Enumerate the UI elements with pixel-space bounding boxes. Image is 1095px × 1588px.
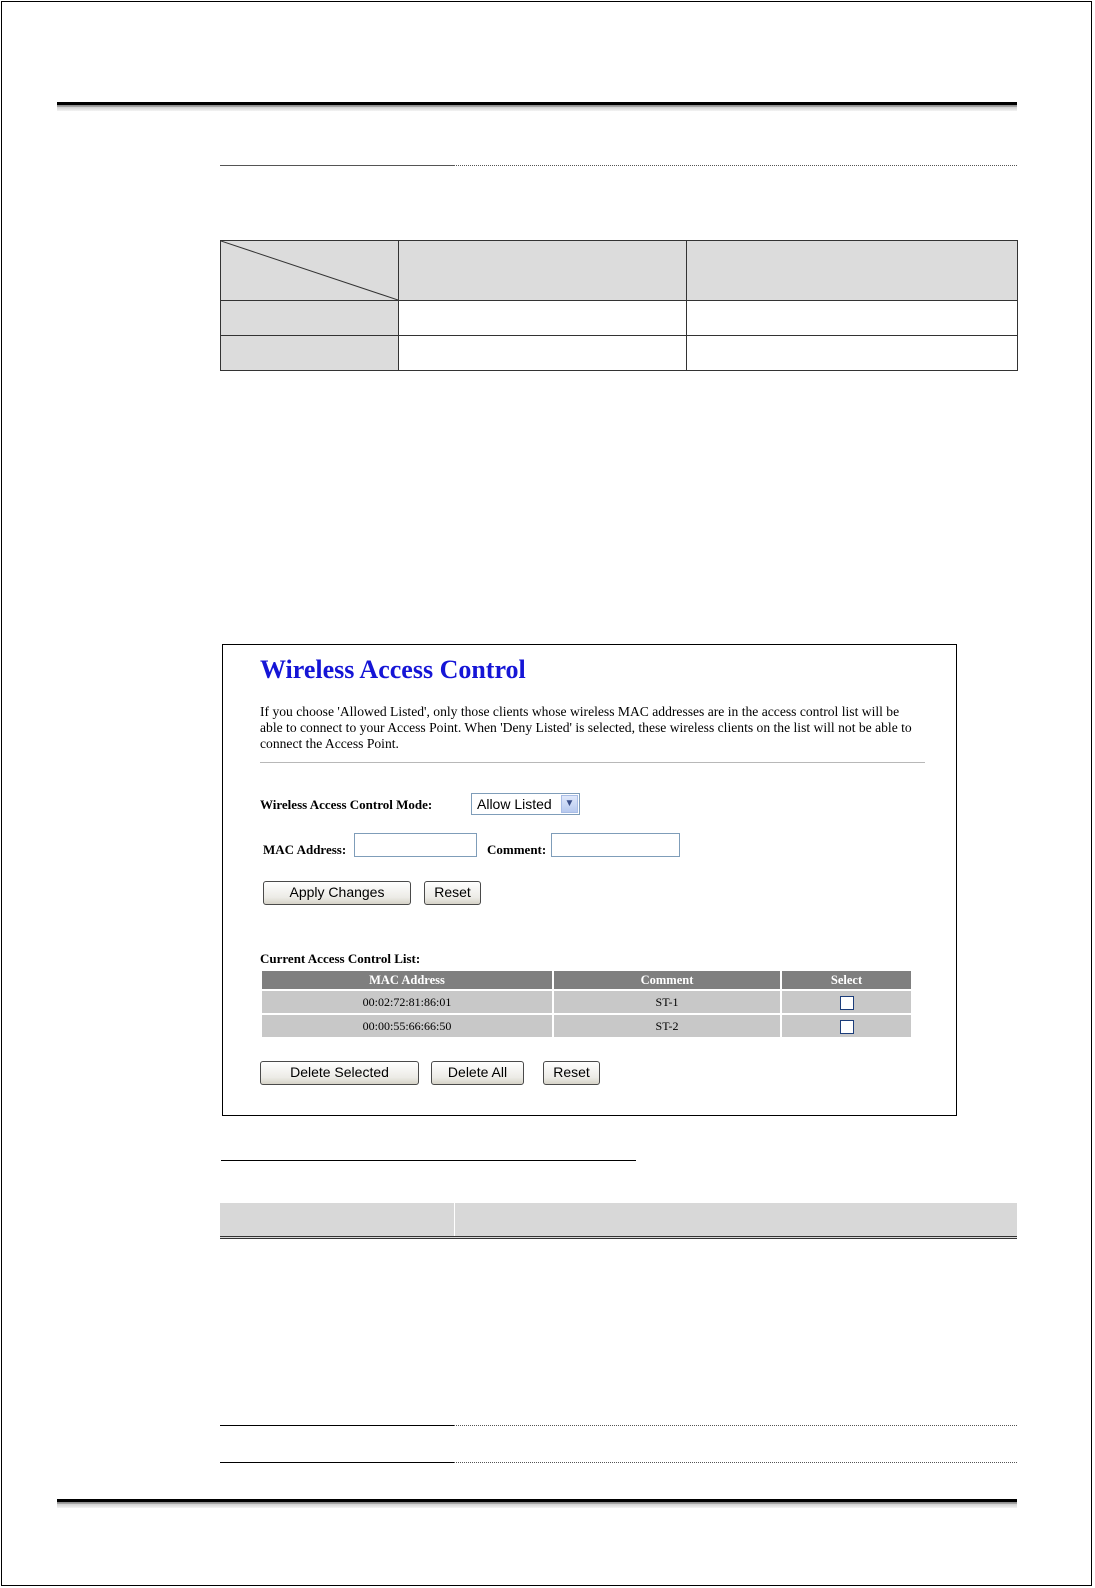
comment-label: Comment: [487, 842, 547, 857]
chevron-down-icon[interactable]: ▼ [561, 795, 578, 813]
mac-cell: 00:00:55:66:66:50 [262, 1015, 552, 1037]
select-cell [782, 991, 911, 1013]
table-cell [687, 336, 1018, 371]
comparison-table-header [221, 241, 1018, 301]
wireless-access-control-panel [222, 644, 957, 1116]
comparison-table [220, 240, 1018, 371]
select-cell [782, 1015, 911, 1037]
comparison-table-row [221, 336, 1018, 371]
reset-button[interactable]: Reset [424, 881, 481, 905]
checkbox-icon[interactable] [840, 996, 854, 1010]
panel-title: Wireless Access Control [260, 655, 526, 684]
comparison-table-row [221, 301, 1018, 336]
current-list-label: Current Access Control List: [260, 951, 421, 966]
table-row [262, 991, 911, 1013]
row-header-cell [221, 336, 399, 371]
column-header-mac: MAC Address [262, 971, 552, 989]
table-cell [687, 301, 1018, 336]
table-header-row [262, 971, 911, 989]
lower-table-column-divider [454, 1203, 455, 1236]
mac-address-label: MAC Address: [263, 842, 347, 857]
section-rule-top-left [220, 165, 454, 166]
table-row [262, 1015, 911, 1037]
table-cell [399, 336, 687, 371]
delete-all-button[interactable]: Delete All [431, 1061, 524, 1085]
comment-cell: ST-1 [554, 991, 780, 1013]
header-cell [399, 241, 687, 301]
header-rule-shadow [57, 107, 1017, 111]
access-control-mode-select[interactable] [471, 793, 580, 815]
checkbox-icon[interactable] [840, 1020, 854, 1034]
delete-selected-button[interactable]: Delete Selected [260, 1061, 419, 1085]
mode-select-value: Allow Listed [477, 796, 552, 812]
lower-table-header [220, 1203, 1017, 1239]
comment-cell: ST-2 [554, 1015, 780, 1037]
mac-cell: 00:02:72:81:86:01 [262, 991, 552, 1013]
lower-rule-2-left [220, 1462, 454, 1463]
caption-underline [221, 1160, 636, 1161]
column-header-select: Select [782, 971, 911, 989]
footer-rule-shadow [57, 1504, 1017, 1508]
diagonal-line [221, 241, 398, 300]
access-control-list-table [260, 969, 913, 1039]
diagonal-header-cell [221, 241, 399, 301]
comment-input[interactable] [551, 833, 680, 857]
apply-changes-button[interactable]: Apply Changes [263, 881, 411, 905]
panel-separator [260, 762, 925, 763]
column-header-comment: Comment [554, 971, 780, 989]
lower-rule-1-left [220, 1425, 454, 1426]
table-cell [399, 301, 687, 336]
row-header-cell [221, 301, 399, 336]
mode-label: Wireless Access Control Mode: [260, 797, 433, 812]
panel-description: If you choose 'Allowed Listed', only those clients whose wireless MAC addresses are in the access control list will be able to connect to your Access Point. When 'Deny Listed' is selected, these wireless clients on the list will not be able to connect the Access Point. [260, 704, 912, 751]
mac-address-input[interactable] [354, 833, 477, 857]
reset-list-button[interactable]: Reset [543, 1061, 600, 1085]
header-cell [687, 241, 1018, 301]
